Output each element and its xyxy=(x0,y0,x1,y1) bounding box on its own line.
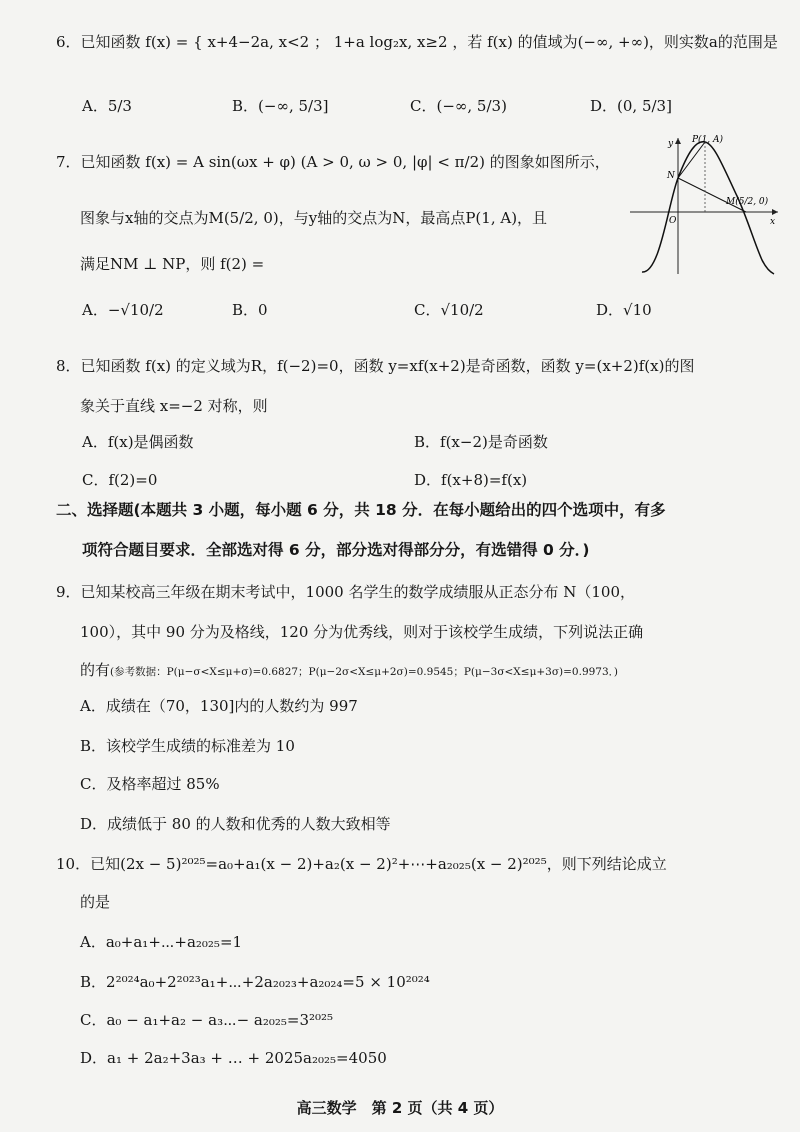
sine-curve xyxy=(642,142,774,274)
q10-stem-line1: 10．已知(2x − 5)²⁰²⁵=a₀+a₁(x − 2)+a₂(x − 2)²+⋯+a₂₀₂₅(x − 2)²⁰²⁵，则下列结论成立 xyxy=(56,855,667,873)
q9-stem-line1: 9．已知某校高三年级在期末考试中，1000 名学生的数学成绩服从正态分布 N（100， xyxy=(56,583,636,601)
q6-option-a: A．5/3 xyxy=(82,97,132,115)
q8-option-b: B．f(x−2)是奇函数 xyxy=(414,433,548,451)
point-m-label: M(5/2, 0) xyxy=(726,197,769,207)
q9-option-d: D．成绩低于 80 的人数和优秀的人数大致相等 xyxy=(80,815,391,833)
q9-stem-line3 xyxy=(80,660,618,682)
sine-graph-figure xyxy=(630,134,780,278)
q8-option-c: C．f(2)=0 xyxy=(82,471,158,489)
y-axis-arrow-icon xyxy=(675,138,681,144)
origin-label: O xyxy=(669,216,677,226)
point-n-label: N xyxy=(667,171,675,181)
page-footer: 高三数学 第 2 页（共 4 页） xyxy=(296,1099,504,1117)
x-axis-arrow-icon xyxy=(772,209,778,215)
q10-option-b: B．2²⁰²⁴a₀+2²⁰²³a₁+⋯+2a₂₀₂₃+a₂₀₂₄=5 × 10²⁰²⁴ xyxy=(80,973,430,991)
q10-option-c: C．a₀ − a₁+a₂ − a₃⋯− a₂₀₂₅=3²⁰²⁵ xyxy=(80,1011,334,1029)
q7-option-c: C．√10/2 xyxy=(414,301,484,319)
y-axis-label: y xyxy=(668,139,674,149)
q10-option-d: D．a₁ + 2a₂+3a₃ + … + 2025a₂₀₂₅=4050 xyxy=(80,1049,387,1067)
q8-stem-line1: 8．已知函数 f(x) 的定义域为R，f(−2)=0，函数 y=xf(x+2)是奇函数，函数 y=(x+2)f(x)的图 xyxy=(56,357,695,375)
q8-option-a: A．f(x)是偶函数 xyxy=(82,433,194,451)
q9-option-c: C．及格率超过 85% xyxy=(80,775,220,793)
q10-option-a: A．a₀+a₁+⋯+a₂₀₂₅=1 xyxy=(80,933,243,951)
q8-option-d: D．f(x+8)=f(x) xyxy=(414,471,528,489)
q6-stem: 6．已知函数 f(x) = { x+4−2a, x<2 ； 1+a log₂x, x≥2 ，若 f(x) 的值域为(−∞, +∞)，则实数a的范围是 xyxy=(56,33,778,51)
q6-option-b: B．(−∞, 5/3] xyxy=(232,97,329,115)
q6-option-d: D．(0, 5/3] xyxy=(590,97,672,115)
q9-option-b: B．该校学生成绩的标准差为 10 xyxy=(80,737,295,755)
section2-heading-line2: 项符合题目要求．全部选对得 6 分，部分选对得部分分，有选错得 0 分．) xyxy=(82,541,590,559)
q9-stem-line2: 100），其中 90 分为及格线，120 分为优秀线，则对于该校学生成绩，下列说法正确 xyxy=(80,623,644,641)
q7-stem-line3: 满足NM ⊥ NP，则 f(2) = xyxy=(80,255,265,273)
q8-stem-line2: 象关于直线 x=−2 对称，则 xyxy=(80,397,268,415)
q9-reference-data: (参考数据：P(μ−σ<X≤μ+σ)=0.6827；P(μ−2σ<X≤μ+2σ)=0.9545；P(μ−3σ<X≤μ+3σ)=0.9973．) xyxy=(110,666,619,678)
q7-option-d: D．√10 xyxy=(596,301,652,319)
q10-stem-line2: 的是 xyxy=(80,893,111,911)
segment-np xyxy=(678,142,705,178)
q7-stem-line2: 图象与x轴的交点为M(5/2, 0)，与y轴的交点为N，最高点P(1, A)，且 xyxy=(80,209,548,227)
q9-stem-lead: 的有 xyxy=(80,661,111,679)
section2-heading-line1: 二、选择题(本题共 3 小题，每小题 6 分，共 18 分．在每小题给出的四个选项中，有多 xyxy=(56,501,666,519)
q6-option-c: C．(−∞, 5/3) xyxy=(410,97,507,115)
q7-stem-line1: 7．已知函数 f(x) = A sin(ωx + φ) (A > 0, ω > 0, |φ| < π/2) 的图象如图所示， xyxy=(56,153,610,171)
q7-option-b: B．0 xyxy=(232,301,268,319)
q7-option-a: A．−√10/2 xyxy=(82,301,164,319)
point-p-label: P(1, A) xyxy=(692,135,724,145)
q9-option-a: A．成绩在（70，130]内的人数约为 997 xyxy=(80,697,358,715)
x-axis-label: x xyxy=(770,217,776,227)
